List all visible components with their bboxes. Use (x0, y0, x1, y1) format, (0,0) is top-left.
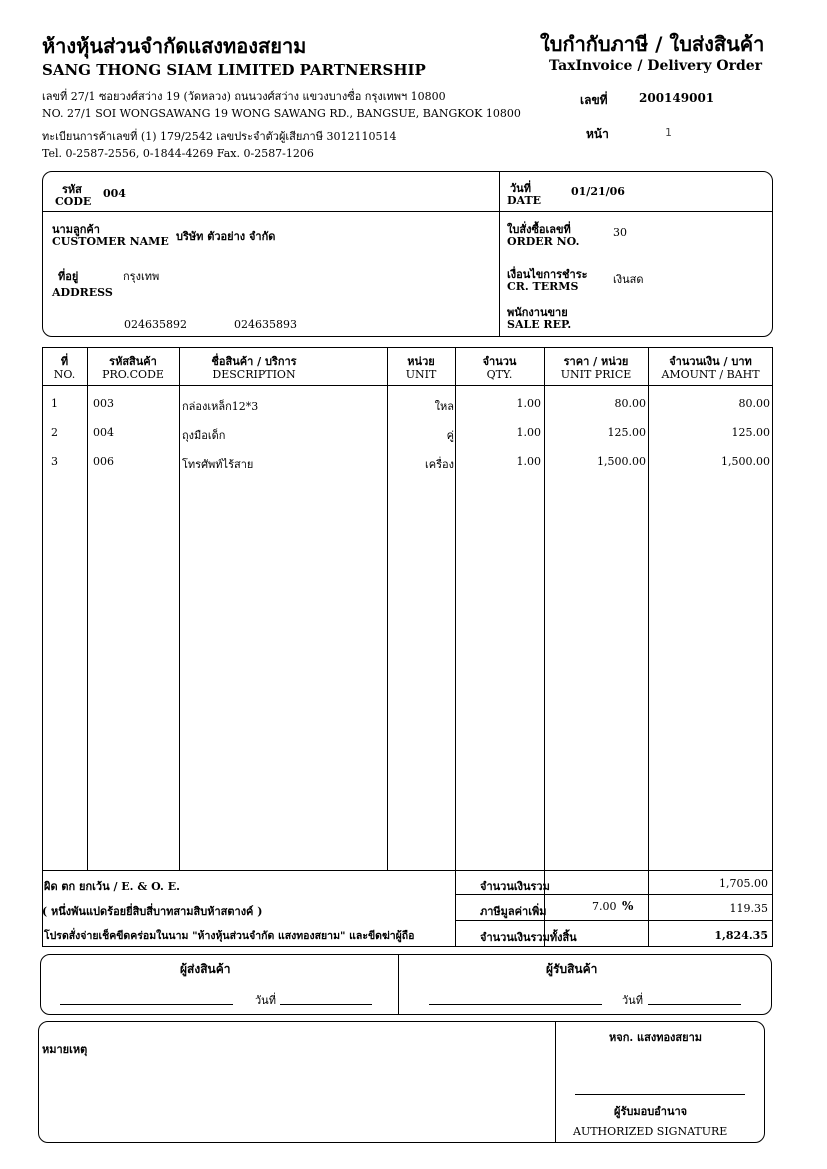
sender-date-line (280, 1004, 372, 1005)
cheque-note: โปรดสั่งจ่ายเช็คขีดคร่อมในนาม "ห้างหุ้นส่วนจำกัด แสงทองสยาม" และขีดฆ่าผู้ถือ (44, 930, 415, 942)
totals-left-border (455, 870, 456, 947)
sale-rep-label-english: SALE REP. (507, 318, 572, 331)
terms-label-thai: เงื่อนไขการชำระ (507, 268, 588, 281)
company-address-english: NO. 27/1 SOI WONGSAWANG 19 WONG SAWANG RD., BANGSUE, BANGKOK 10800 (42, 107, 521, 120)
document-title-english: TaxInvoice / Delivery Order (549, 58, 763, 74)
document-number: 200149001 (639, 91, 715, 105)
row-number: 2 (51, 426, 58, 439)
customer-phone-2: 024635893 (234, 318, 297, 331)
company-contact: Tel. 0-2587-2556, 0-1844-4269 Fax. 0-2587-1206 (42, 147, 314, 160)
header-code-thai: รหัสสินค้า (109, 355, 157, 368)
subtotal-value: 1,705.00 (719, 877, 768, 890)
column-divider (455, 347, 456, 870)
address-label-thai: ที่อยู่ (58, 270, 79, 283)
subtotal-label: จำนวนเงินรวม (480, 880, 550, 893)
header-no-english: NO. (53, 368, 76, 381)
header-no-thai: ที่ (60, 355, 69, 368)
totals-divider (455, 920, 773, 921)
header-qty-thai: จำนวน (482, 355, 517, 368)
document-title-thai: ใบกำกับภาษี / ใบส่งสินค้า (540, 32, 765, 56)
signature-divider (398, 954, 399, 1015)
row-quantity: 1.00 (516, 426, 541, 439)
row-unit-price: 80.00 (614, 397, 646, 410)
address-label-english: ADDRESS (52, 286, 113, 299)
column-divider (87, 347, 88, 870)
receiver-signature-line (429, 1004, 602, 1005)
vat-rate: 7.00 (592, 900, 617, 913)
date-label-thai: วันที่ (510, 182, 531, 195)
column-divider (544, 347, 545, 947)
header-amount-thai: จำนวนเงิน / บาท (669, 355, 752, 368)
authorized-label-english: AUTHORIZED SIGNATURE (573, 1125, 728, 1138)
page-label: หน้า (586, 127, 609, 141)
company-address-thai: เลขที่ 27/1 ซอยวงศ์สว่าง 19 (วัดหลวง) ถนนวงศ์สว่าง แขวงบางซื่อ กรุงเทพฯ 10800 (42, 90, 446, 103)
company-name-thai: ห้างหุ้นส่วนจำกัดแสงทองสยาม (42, 34, 307, 58)
customer-name: บริษัท ตัวอย่าง จำกัด (176, 230, 276, 243)
row-number: 1 (51, 397, 58, 410)
header-amount-english: AMOUNT / BAHT (661, 368, 760, 381)
credit-terms: เงินสด (613, 273, 644, 286)
remarks-label: หมายเหตุ (42, 1043, 88, 1056)
header-unit-english: UNIT (405, 368, 437, 381)
code-label-thai: รหัส (62, 183, 82, 196)
code-label-english: CODE (55, 195, 92, 208)
vat-label: ภาษีมูลค่าเพิ่ม (480, 905, 547, 918)
header-unit-thai: หน่วย (407, 355, 435, 368)
row-description: กล่องเหล็ก12*3 (182, 400, 259, 413)
row-product-code: 003 (93, 397, 114, 410)
order-label-thai: ใบสั่งซื้อเลขที่ (507, 223, 571, 236)
row-amount: 125.00 (731, 426, 770, 439)
invoice-date: 01/21/06 (571, 185, 625, 198)
customer-name-label-thai: นามลูกค้า (52, 223, 100, 236)
grand-total-value: 1,824.35 (714, 929, 768, 942)
column-divider (648, 347, 649, 947)
row-unit: คู่ (446, 429, 454, 442)
row-description: ถุงมือเด็ก (182, 429, 226, 442)
customer-address: กรุงเทพ (123, 270, 160, 283)
customer-code: 004 (103, 187, 126, 200)
sender-label: ผู้ส่งสินค้า (180, 962, 231, 976)
receiver-date-line (648, 1004, 741, 1005)
customer-name-label-english: CUSTOMER NAME (52, 235, 169, 248)
row-unit-price: 1,500.00 (597, 455, 646, 468)
document-number-label: เลขที่ (580, 93, 608, 107)
date-label-english: DATE (507, 194, 542, 207)
row-amount: 80.00 (738, 397, 770, 410)
table-body-bottom (42, 870, 773, 871)
row-quantity: 1.00 (516, 397, 541, 410)
header-price-english: UNIT PRICE (560, 368, 632, 381)
row-product-code: 006 (93, 455, 114, 468)
header-description-thai: ชื่อสินค้า / บริการ (211, 355, 297, 368)
row-number: 3 (51, 455, 58, 468)
company-registration: ทะเบียนการค้าเลขที่ (1) 179/2542 เลขประจำตัวผู้เสียภาษี 3012110514 (42, 130, 397, 143)
row-unit: เครื่อง (424, 458, 454, 471)
row-unit: ใหล (434, 400, 454, 413)
order-number: 30 (613, 226, 627, 239)
delivery-signature-box (40, 954, 772, 1015)
vat-value: 119.35 (729, 902, 768, 915)
sender-signature-line (60, 1004, 233, 1005)
company-name-english: SANG THONG SIAM LIMITED PARTNERSHIP (42, 61, 426, 79)
authorized-label-thai: ผู้รับมอบอำนาจ (614, 1105, 688, 1118)
receiver-date-label: วันที่ (622, 994, 643, 1007)
row-quantity: 1.00 (516, 455, 541, 468)
sale-rep-label-thai: พนักงานขาย (507, 306, 568, 319)
grand-total-label: จำนวนเงินรวมทั้งสิ้น (480, 931, 577, 944)
header-price-thai: ราคา / หน่วย (563, 355, 629, 368)
vat-percent-sign: % (622, 899, 634, 913)
amount-in-words: ( หนึ่งพันแปดร้อยยี่สิบสี่บาทสามสิบห้าสตางค์ ) (42, 905, 263, 918)
header-code-english: PRO.CODE (102, 368, 164, 381)
header-description-english: DESCRIPTION (212, 368, 296, 381)
customer-box-row-divider (42, 211, 773, 212)
remarks-divider (555, 1021, 556, 1143)
customer-box-divider (499, 171, 500, 337)
sender-date-label: วันที่ (255, 994, 276, 1007)
column-divider (387, 347, 388, 870)
header-qty-english: QTY. (486, 368, 513, 381)
table-header-divider (42, 385, 773, 386)
authorized-company: หจก. แสงทองสยาม (609, 1031, 703, 1044)
eoe-note: ผิด ตก ยกเว้น / E. & O. E. (44, 880, 180, 893)
column-divider (179, 347, 180, 870)
customer-phone-1: 024635892 (124, 318, 187, 331)
page-number: 1 (665, 126, 672, 139)
authorized-signature-line (575, 1094, 745, 1095)
customer-info-box (42, 171, 773, 337)
receiver-label: ผู้รับสินค้า (546, 962, 598, 976)
terms-label-english: CR. TERMS (507, 280, 579, 293)
row-amount: 1,500.00 (721, 455, 770, 468)
row-product-code: 004 (93, 426, 114, 439)
order-label-english: ORDER NO. (507, 235, 580, 248)
row-unit-price: 125.00 (607, 426, 646, 439)
row-description: โทรศัพท์ไร้สาย (182, 458, 254, 471)
